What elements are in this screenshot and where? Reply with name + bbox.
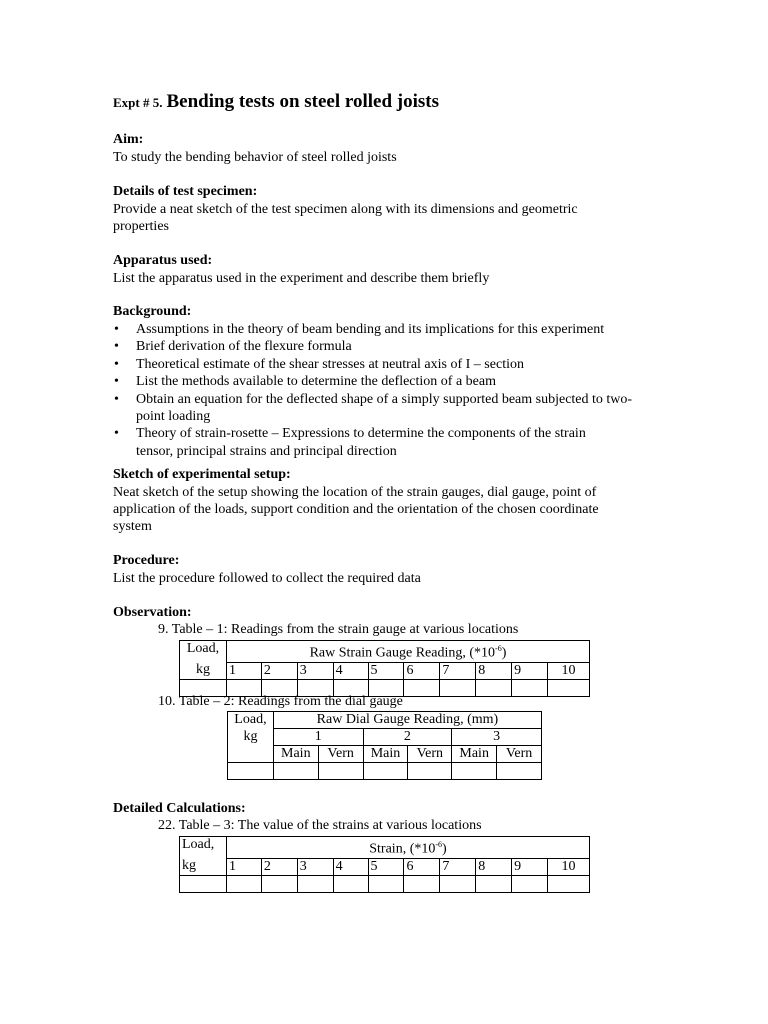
table2-sub-header: Main	[452, 746, 497, 763]
background-item: • Theoretical estimate of the shear stresses at neutral axis of I – section	[113, 356, 653, 373]
table1-col-header: 1	[226, 662, 261, 679]
table1-col-header: 7	[440, 662, 476, 679]
setup-heading: Sketch of experimental setup:	[113, 467, 291, 482]
table1-col-header: 6	[404, 662, 440, 679]
table2-load-unit: kg	[228, 729, 274, 746]
table2-caption: 10. Table – 2: Readings from the dial gauge	[158, 694, 403, 709]
table1-strain-gauge	[179, 640, 590, 697]
procedure-heading: Procedure:	[113, 553, 180, 568]
table3-col-header: 3	[297, 858, 333, 875]
table1-header	[226, 641, 589, 663]
table2-sub-header: Main	[363, 746, 408, 763]
table1-header-text: Raw Strain Gauge Reading, (*10	[309, 645, 496, 661]
table2-empty-row	[228, 763, 542, 780]
table2-group-header: 3	[452, 729, 542, 746]
experiment-name: Bending tests on steel rolled joists	[166, 91, 439, 112]
background-heading: Background:	[113, 304, 192, 319]
table1-col-header: 4	[333, 662, 368, 679]
table2-sub-header: Vern	[318, 746, 363, 763]
table2-group-header: 1	[273, 729, 363, 746]
table3-col-header: 1	[226, 858, 261, 875]
procedure-text: List the procedure followed to collect the required data	[113, 571, 421, 586]
table2-sub-header: Vern	[408, 746, 452, 763]
table3-load-label: Load,	[180, 837, 227, 859]
experiment-number: Expt # 5.	[113, 95, 163, 110]
table3-header	[226, 837, 589, 859]
background-item: • Brief derivation of the flexure formula	[113, 338, 653, 355]
table1-col-header: 3	[297, 662, 333, 679]
table3-col-header: 9	[512, 858, 548, 875]
specimen-heading: Details of test specimen:	[113, 184, 258, 199]
background-item: • List the methods available to determine the deflection of a beam	[113, 373, 653, 390]
table1-col-header: 2	[261, 662, 297, 679]
calculations-heading: Detailed Calculations:	[113, 801, 246, 816]
aim-text: To study the bending behavior of steel rolled joists	[113, 150, 397, 165]
table3-header-exponent: -6	[435, 840, 443, 849]
table1-caption: 9. Table – 1: Readings from the strain gauge at various locations	[158, 622, 519, 637]
table3-col-header: 5	[368, 858, 404, 875]
table3-col-header: 2	[261, 858, 297, 875]
table3-col-header: 4	[333, 858, 368, 875]
table3-empty-row	[180, 875, 590, 892]
table1-load-label: Load,	[180, 641, 227, 663]
table2-load-label: Load,	[228, 712, 274, 729]
observation-heading: Observation:	[113, 605, 192, 620]
table2-header: Raw Dial Gauge Reading, (mm)	[273, 712, 541, 729]
table1-header-suffix: )	[501, 645, 507, 661]
table3-col-header: 8	[476, 858, 512, 875]
table3-caption: 22. Table – 3: The value of the strains at various locations	[158, 818, 482, 833]
table3-header-suffix: )	[442, 841, 447, 857]
apparatus-text: List the apparatus used in the experiment and describe them briefly	[113, 271, 490, 286]
table3-header-text: Strain, (*10	[369, 841, 436, 857]
table1-col-header: 10	[548, 662, 590, 679]
experiment-title	[113, 91, 439, 113]
table1-load-unit: kg	[180, 662, 227, 679]
table1-col-header: 5	[368, 662, 404, 679]
table3-strains	[179, 836, 590, 893]
table3-load-unit: kg	[180, 858, 227, 875]
table1-header-exponent: -6	[495, 644, 502, 653]
table3-col-header: 10	[548, 858, 590, 875]
table3-col-header: 6	[404, 858, 440, 875]
setup-text: Neat sketch of the setup showing the location of the strain gauges, dial gauge, point of application of the loads, support condition and the orientation of the chosen coordinate system	[113, 485, 599, 534]
table1-col-header: 9	[512, 662, 548, 679]
table1-col-header: 8	[476, 662, 512, 679]
aim-heading: Aim:	[113, 132, 144, 147]
table2-group-header: 2	[363, 729, 452, 746]
background-item: • Assumptions in the theory of beam bending and its implications for this experiment	[113, 321, 653, 338]
background-item: • Theory of strain-rosette – Expressions to determine the components of the strain tensor, principal strains and principal direction	[113, 425, 626, 460]
table2-sub-header: Vern	[497, 746, 542, 763]
specimen-text: Provide a neat sketch of the test specimen along with its dimensions and geometric properties	[113, 202, 578, 234]
apparatus-heading: Apparatus used:	[113, 253, 213, 268]
table2-sub-header: Main	[273, 746, 318, 763]
background-list	[113, 321, 653, 460]
table3-col-header: 7	[440, 858, 476, 875]
table2-dial-gauge	[227, 711, 542, 780]
background-item: • Obtain an equation for the deflected shape of a simply supported beam subjected to two-point loading	[113, 391, 636, 426]
